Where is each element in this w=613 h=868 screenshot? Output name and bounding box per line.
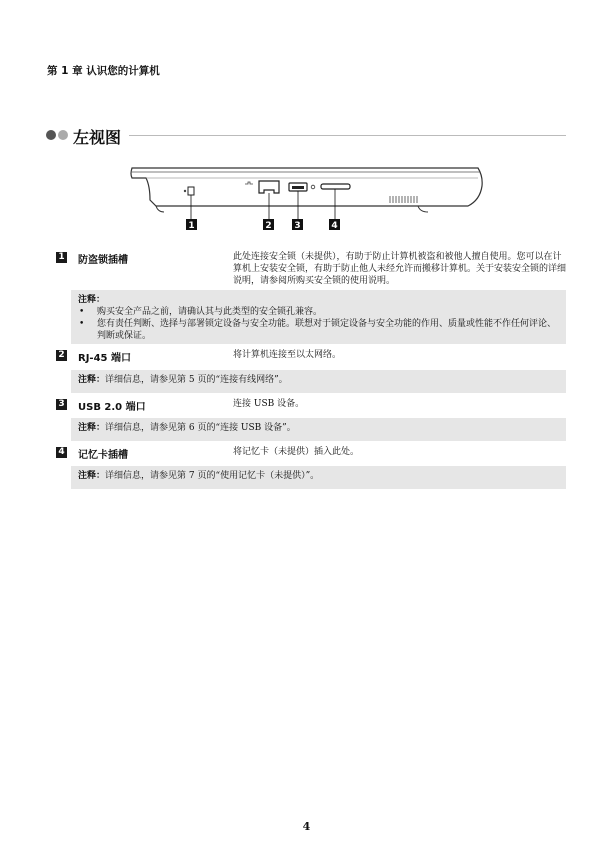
card-slot-icon bbox=[321, 184, 350, 189]
laptop-left-side-illustration bbox=[128, 160, 488, 232]
callout-3-label: 3 bbox=[294, 221, 301, 231]
lock-slot-icon bbox=[188, 187, 194, 195]
item-card-slot bbox=[56, 447, 566, 461]
item-number-badge: 3 bbox=[56, 399, 67, 410]
item-lock-slot bbox=[56, 252, 566, 292]
note-bullet: • 购买安全产品之前，请确认其与此类型的安全锁孔兼容。 bbox=[78, 306, 559, 318]
callout-4-label: 4 bbox=[331, 221, 338, 231]
note-text: 详细信息，请参见第 6 页的“连接 USB 设备”。 bbox=[105, 423, 296, 433]
item-term: 防盗锁插槽 bbox=[78, 255, 128, 266]
note-lock-slot bbox=[71, 290, 566, 344]
page-number: 4 bbox=[302, 820, 311, 833]
item-description: 将计算机连接至以太网络。 bbox=[233, 350, 342, 360]
item-term: RJ-45 端口 bbox=[78, 353, 131, 364]
note-label: 注释： bbox=[78, 423, 106, 433]
note-text: 详细信息，请参见第 7 页的“使用记忆卡（未提供）”。 bbox=[105, 471, 320, 481]
section-dot-dark bbox=[46, 130, 56, 140]
section-rule bbox=[129, 135, 566, 136]
callout-4 bbox=[329, 219, 340, 231]
note-usb-port bbox=[71, 418, 566, 441]
note-bullet: • 您有责任判断、选择与部署锁定设备与安全功能。联想对于锁定设备与安全功能的作用、质量或性能不作任何评论、判断或保证。 bbox=[78, 318, 559, 342]
callout-1 bbox=[186, 219, 197, 231]
callout-2 bbox=[263, 219, 274, 231]
callout-3 bbox=[292, 219, 303, 231]
item-usb-port bbox=[56, 399, 566, 413]
note-card-slot bbox=[71, 466, 566, 489]
item-term: USB 2.0 端口 bbox=[78, 402, 146, 413]
section-title: 左视图 bbox=[73, 128, 122, 147]
callout-1-label: 1 bbox=[188, 221, 195, 231]
item-number-badge: 2 bbox=[56, 350, 67, 361]
item-rj45-port bbox=[56, 350, 566, 364]
note-label: 注释： bbox=[78, 375, 106, 385]
item-description: 连接 USB 设备。 bbox=[233, 399, 305, 409]
chapter-heading: 第 1 章 认识您的计算机 bbox=[47, 65, 160, 77]
section-dot-light bbox=[58, 130, 68, 140]
callout-2-label: 2 bbox=[265, 221, 272, 231]
item-term: 记忆卡插槽 bbox=[78, 450, 128, 461]
item-number-badge: 4 bbox=[56, 447, 67, 458]
note-text: 详细信息，请参见第 5 页的“连接有线网络”。 bbox=[105, 375, 288, 385]
note-label: 注释： bbox=[78, 295, 106, 305]
note-label: 注释： bbox=[78, 471, 106, 481]
item-description: 此处连接安全锁（未提供），有助于防止计算机被盗和被他人擅自使用。您可以在计算机上安装安全锁，有助于防止他人未经允许而搬移计算机。关于安装安全锁的详细说明，请参阅所购买安全锁的使用说明。 bbox=[233, 252, 567, 286]
note-rj45-port bbox=[71, 370, 566, 393]
section-header bbox=[46, 126, 566, 146]
item-description: 将记忆卡（未提供）插入此处。 bbox=[233, 447, 360, 457]
note-bullet-list bbox=[78, 306, 559, 342]
item-number-badge: 1 bbox=[56, 252, 67, 263]
